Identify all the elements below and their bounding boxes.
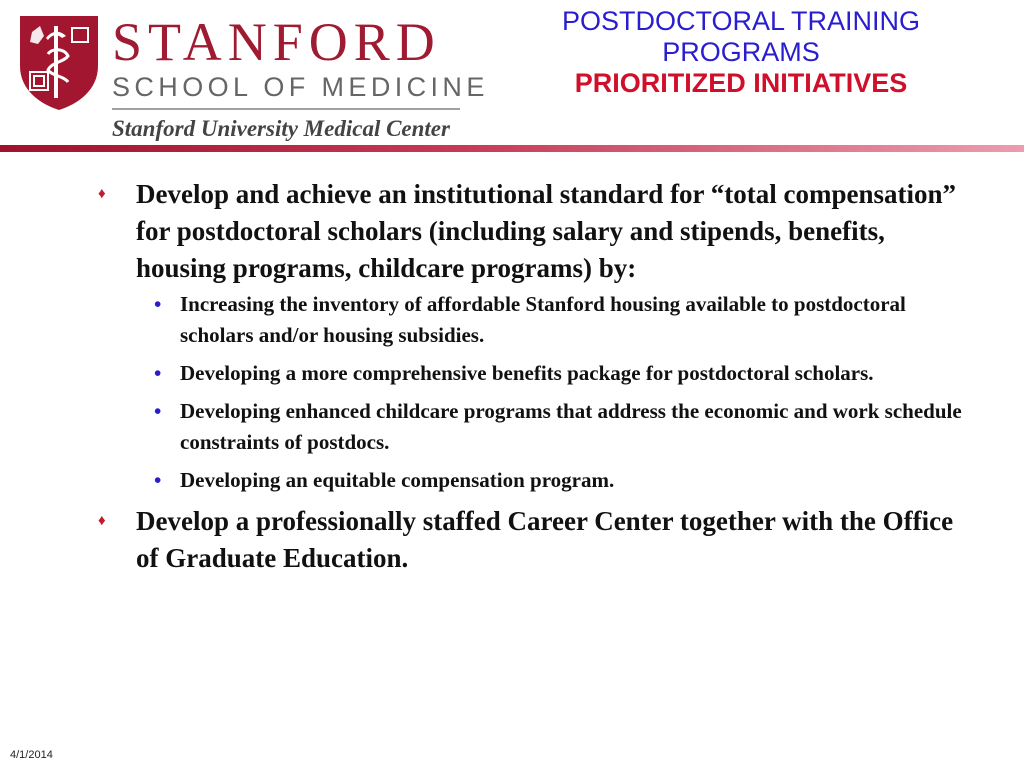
title-subtitle: PRIORITIZED INITIATIVES (574, 68, 908, 98)
dot-bullet-icon: • (154, 361, 162, 385)
sub-bullet-list (96, 289, 966, 496)
sub-bullet-item (96, 396, 966, 458)
sub-bullet-item (96, 289, 966, 351)
logo-name: STANFORD (112, 12, 441, 72)
sub-bullet-text: Developing an equitable compensation program. (180, 468, 615, 492)
sub-bullet-text: Developing a more comprehensive benefits package for postdoctoral scholars. (180, 361, 874, 385)
stanford-shield-icon (18, 14, 100, 112)
stanford-logo (14, 8, 489, 141)
slide-title (500, 6, 982, 99)
footer-date: 4/1/2014 (10, 749, 53, 761)
logo-divider (112, 108, 460, 110)
sub-bullet-item (96, 465, 966, 496)
diamond-bullet-icon: ♦ (98, 186, 106, 202)
bullet-item (96, 176, 966, 287)
bullet-text: Develop a professionally staffed Career Center together with the Office of Graduate Education. (136, 506, 954, 573)
header-divider (0, 145, 1024, 152)
logo-center: Stanford University Medical Center (112, 116, 450, 141)
sub-bullet-item (96, 358, 966, 389)
bullet-text: Develop and achieve an institutional standard for “total compensation” for postdoctoral scholars (including salary and stipends, benefits, housing programs, childcare programs) by: (136, 179, 957, 283)
title-line-2: PROGRAMS (662, 37, 820, 67)
slide-content (96, 176, 966, 577)
dot-bullet-icon: • (154, 399, 162, 423)
sub-bullet-text: Increasing the inventory of affordable Stanford housing available to postdoctoral scholars and/or housing subsidies. (180, 292, 906, 347)
diamond-bullet-icon: ♦ (98, 513, 106, 529)
bullet-item (96, 503, 966, 577)
title-line-1: POSTDOCTORAL TRAINING (561, 6, 921, 36)
logo-wordmark (112, 12, 489, 142)
dot-bullet-icon: • (154, 292, 162, 316)
sub-bullet-text: Developing enhanced childcare programs that address the economic and work schedule constraints of postdocs. (180, 399, 962, 454)
dot-bullet-icon: • (154, 468, 162, 492)
logo-school: SCHOOL OF MEDICINE (112, 72, 489, 102)
